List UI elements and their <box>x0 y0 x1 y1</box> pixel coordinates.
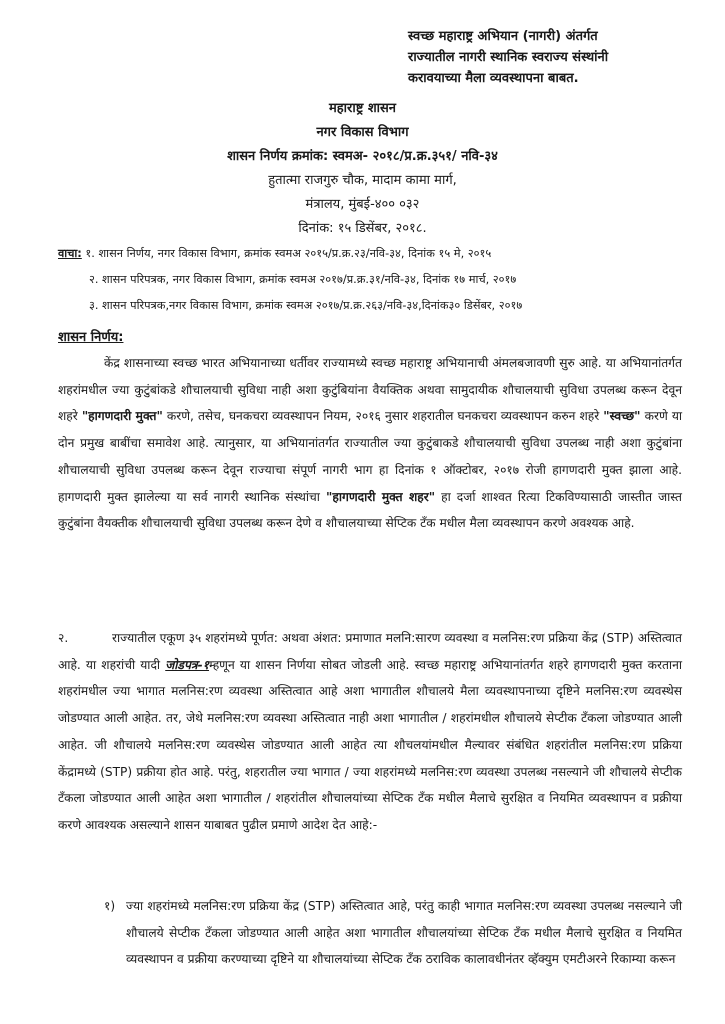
reference-item <box>58 246 713 272</box>
para1-bold-2: "स्वच्छ" <box>603 409 641 424</box>
order-date: दिनांक: १५ डिसेंबर, २०१८. <box>298 221 427 236</box>
department-name: नगर विकास विभाग <box>316 125 409 140</box>
references-block <box>58 246 713 324</box>
para1-bold-1: "हागणदारी मुक्त" <box>81 409 163 424</box>
para1-bold-3: "हागणदारी मुक्त शहर" <box>326 489 436 504</box>
sub-point-text: ज्या शहरांमध्ये मलनिस:रण प्रक्रिया केंद्र (STP) अस्तित्वात आहे, परंतु काही भागात मलनिस:रण व्यवस्था उपलब्ध नसल्याने जी शौचालये सेप्टीक टँकला जोडण्यात आली आहेत अशा भागातील शौचालयांच्या सेप्टिक टँक मधील मैलाचे सुरक्षित व नियमित व्यवस्थापन व प्रक्रीया करण्याच्या दृष्टिने या शौचालयांच्या सेप्टिक टँक ठराविक कालावधीनंतर व्हॅक्युम एमटीअरने रिकाम्या करून <box>126 899 682 967</box>
paragraph-2 <box>58 625 682 839</box>
order-number: स्वमअ- २०१८/प्र.क्र.३५१/ नवि-३४ <box>332 149 498 164</box>
reference-item: ३. शासन परिपत्रक,नगर विकास विभाग, क्रमांक स्वमअ २०१७/प्र.क्र.२६३/नवि-३४,दिनांक३० डिसेंबर, २०१७ <box>89 299 523 312</box>
subject-line-3: करावयाच्या मैला व्यवस्थापना बाबत. <box>408 71 579 86</box>
paragraph-2-number: २. <box>58 631 69 645</box>
subject-line-2: राज्यातील नागरी स्थानिक स्वराज्य संस्थांनी <box>408 50 609 65</box>
para2-text-2: म्हणून या शासन निर्णया सोबत जोडली आहे. स्वच्छ महाराष्ट्र अभियानांतर्गत शहरे हागणदारी मुक्त करताना शहरांमधील ज्या भागात मलनिस:रण व्यवस्था अस्तित्वात आहे अशा भागातील शौचालये मैला व्यवस्थापनाच्या दृष्टिने मलनिस:रण व्यवस्थेस जोडण्यात आली आहेत. तर, जेथे मलनिस:रण व्यवस्था अस्तित्वात नाही अशा भागातील / शहरांमधील शौचालये सेप्टीक टँकला जोडण्यात आली आहेत. जी शौचालये मलनिस:रण व्यवस्थेस जोडण्यात आली आहेत त्या शौचलयांमधील मैल्यावर संबंधित शहरांतील मलनिस:रण प्रक्रिया केंद्रामध्ये (STP) प्रक्रीया होत आहे. परंतु, शहरातील ज्या भागात / ज्या शहरांमध्ये मलनिस:रण व्यवस्था उपलब्ध नसल्याने जी शौचालये सेप्टीक टँकला जोडण्यात आली आहेत अशा भागातील / शहरांतील शौचालयांच्या सेप्टिक टँक मधील मैलाचे सुरक्षित व नियमित व्यवस्थापन व प्रक्रीया करणे आवश्यक असल्याने शासन याबाबत पुढील प्रमाणे आदेश देत आहे:- <box>58 657 682 832</box>
government-name: महाराष्ट्र शासन <box>328 101 397 116</box>
reference-item: २. शासन परिपत्रक, नगर विकास विभाग, क्रमांक स्वमअ २०१७/प्र.क्र.३१/नवि-३४, दिनांक १७ मार्च, २०१७ <box>89 273 517 286</box>
para2-text-1: राज्यातील एकूण ३५ शहरांमध्ये पूर्णत: अथवा अंशत: प्रमाणात मलनि:सारण व्यवस्था व मलनिस:रण प्रक्रिया केंद्र (STP) अस्तित्वात आहे. या शहरांची यादी <box>58 631 682 672</box>
order-number-line <box>0 146 725 164</box>
subject-line-1: स्वच्छ महाराष्ट्र अभियान (नागरी) अंतर्गत <box>408 29 598 44</box>
para1-text-2: करणे, तसेच, घनकचरा व्यवस्थापन नियम, २०१६ नुसार शहरातील घनकचरा व्यवस्थापन करुन शहरे <box>166 409 600 424</box>
reference-text: १. शासन निर्णय, नगर विकास विभाग, क्रमांक स्वमअ २०१५/प्र.क्र.२३/नवि-३४, दिनांक १५ मे, २०१५ <box>85 247 492 260</box>
references-label: वाचा: <box>58 247 82 260</box>
sub-point-number: १) <box>104 899 116 913</box>
address-line-1: हुतात्मा राजगुरु चौक, मादाम कामा मार्ग, <box>268 173 457 188</box>
para1-text-3: करणे या दोन प्रमुख बाबींचा समावेश आहे. त्यानुसार, या अभियानांतर्गत राज्यातील ज्या कुटुंबाकडे शौचालयाची सुविधा उपलब्ध नाही अशा कुटुंबांना शौचालयाची सुविधा उपलब्ध करून देवून राज्याचा संपूर्ण नागरी भाग हा दिनांक १ ऑक्टोबर, २०१७ रोजी हागणदारी मुक्त झाला आहे. हागणदारी मुक्त झालेल्या या सर्व नागरी स्थानिक संस्थांचा <box>58 409 683 504</box>
para1-text-4: हा दर्जा शाश्वत रित्या टिकविण्यासाठी जास्तीत जास्त कुटुंबांना वैयक्तीक शौचालयाची सुविधा उपलब्ध करून देणे व शौचालयाच्या सेप्टिक टँक मधील मैला व्यवस्थापन करणे अवश्यक आहे. <box>58 489 682 531</box>
paragraph-1 <box>58 350 682 537</box>
address-line-2: मंत्रालय, मुंबई-४०० ०३२ <box>305 197 420 212</box>
subject-block <box>408 26 708 89</box>
order-number-label: शासन निर्णय क्रमांक: <box>227 149 329 164</box>
sub-point-1 <box>104 893 682 973</box>
para1-text-1: केंद्र शासनाच्या स्वच्छ भारत अभियानाच्या धर्तीवर राज्यामध्ये स्वच्छ महाराष्ट्र अभियानाची अंमलबजावणी सुरु आहे. या अभियानांतर्गत शहरांमधील ज्या कुटुंबांकडे शौचालयाची सुविधा नाही अशा कुटुंबियांना वैयक्तिक अथवा सामुदायीक शौचालयाची सुविधा उपलब्ध करून देवून शहरे <box>58 356 682 424</box>
annexure-link[interactable]: जोडपत्र-१ <box>165 657 210 672</box>
decision-heading: शासन निर्णय: <box>58 330 124 345</box>
